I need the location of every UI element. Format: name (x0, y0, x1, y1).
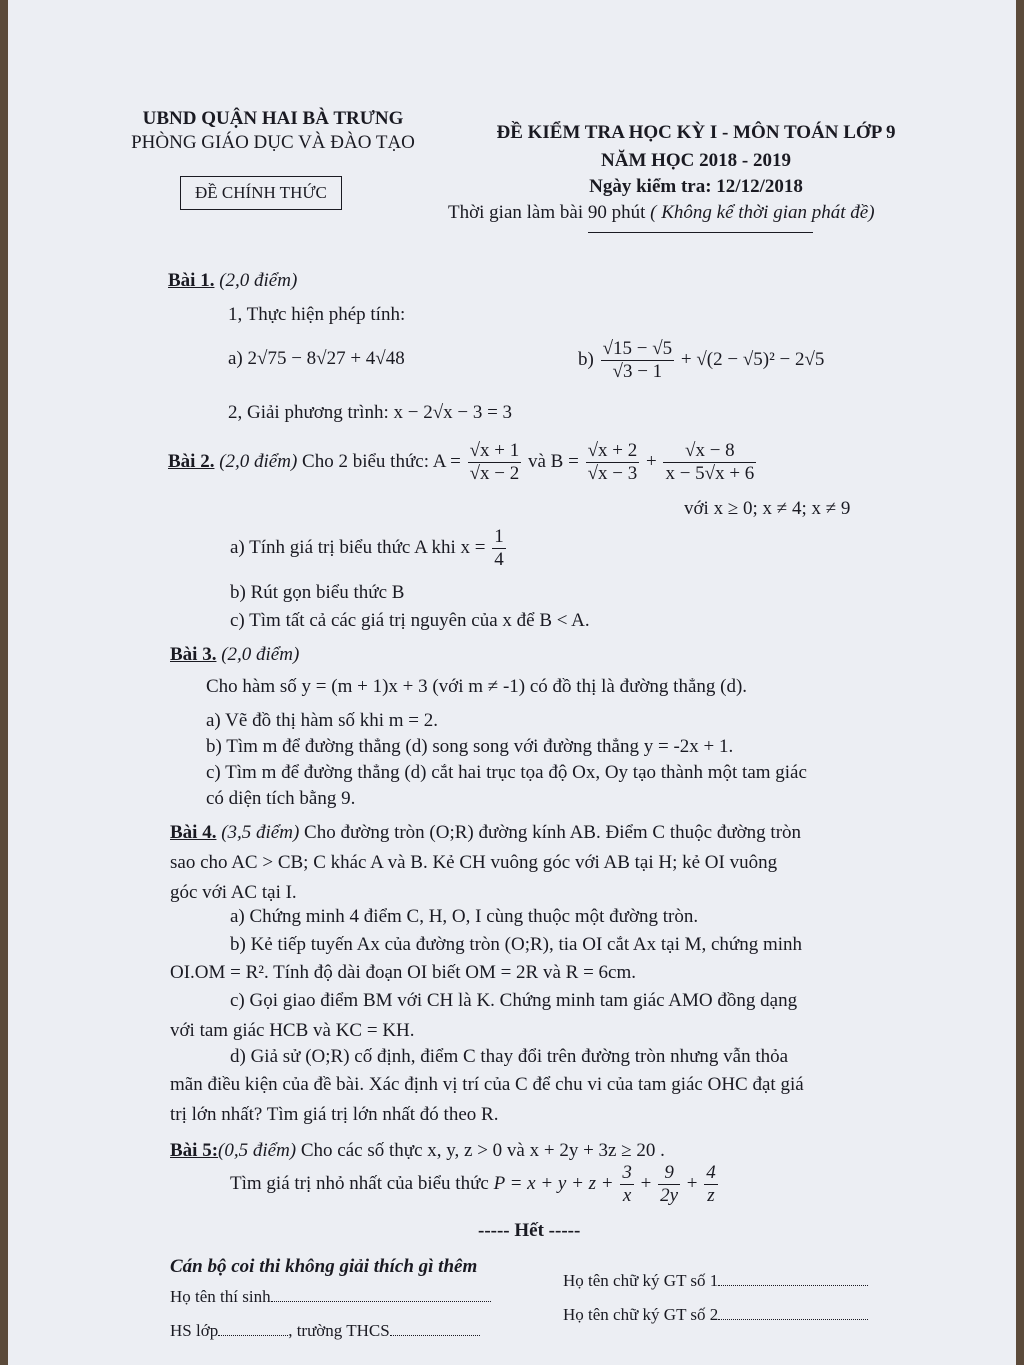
candidate-name-field (170, 1284, 491, 1310)
exam-date: Ngày kiểm tra: 12/12/2018 (589, 176, 803, 197)
bai2-B1-denominator: √x − 3 (587, 463, 638, 484)
bai1-b (578, 338, 824, 383)
class-school-field (170, 1318, 480, 1344)
bai2-condition: với x ≥ 0; x ≠ 4; x ≠ 9 (684, 498, 851, 519)
bai5-heading (170, 1138, 665, 1164)
bai1-b-numerator: √15 − √5 (602, 338, 673, 359)
sig2-label: Họ tên chữ ký GT số 2 (563, 1305, 719, 1324)
bai2-A-fraction (468, 440, 522, 485)
bai1-heading (168, 268, 297, 294)
bai1-part1: 1, Thực hiện phép tính: (228, 304, 406, 325)
bai4-line1-text: Cho đường tròn (O;R) đường kính AB. Điểm C thuộc đường tròn (304, 822, 802, 843)
bai2-B2-denominator: x − 5√x + 6 (665, 463, 755, 484)
bai5-f2 (658, 1162, 680, 1207)
bai2-c: c) Tìm tất cả các giá trị nguyên của x để B < A. (230, 610, 590, 631)
bai2-B2-fraction (663, 440, 756, 485)
bai3-b: b) Tìm m để đường thẳng (d) song song với đường thẳng y = -2x + 1. (206, 736, 734, 757)
bai2-intro: Cho 2 biểu thức: (302, 450, 429, 472)
bai2-heading (168, 440, 758, 485)
bai4-d1: d) Giả sử (O;R) cố định, điểm C thay đổi trên đường tròn nhưng vẫn thỏa (230, 1046, 789, 1067)
bai4-line1 (170, 820, 801, 846)
bai4-d2: mãn điều kiện của đề bài. Xác định vị trí của C để chu vi của tam giác OHC đạt giá (170, 1074, 804, 1095)
bai1-a-expr: 2√75 − 8√27 + 4√48 (247, 348, 405, 369)
bai2-a-text: a) Tính giá trị biểu thức A khi x = (230, 536, 486, 558)
bai4-b1: b) Kẻ tiếp tuyến Ax của đường tròn (O;R), tia OI cắt Ax tại M, chứng minh (230, 934, 803, 955)
bai2-A-denominator: √x − 2 (469, 463, 520, 484)
exam-paper (8, 0, 1016, 1365)
bai1-part2-text: 2, Giải phương trình: (228, 402, 389, 423)
district-name: UBND QUẬN HAI BÀ TRƯNG (142, 108, 404, 129)
school-label: , trường THCS (288, 1321, 390, 1340)
bai4-points: (3,5 điểm) (221, 822, 300, 843)
bai5-intro: Cho các số thực x, y, z > 0 và x + 2y + 3z ≥ 20 . (300, 1140, 665, 1161)
bai1-a-label: a) (228, 348, 243, 369)
bai2-a-denominator: 4 (494, 549, 504, 570)
bai3-points: (2,0 điểm) (221, 644, 300, 665)
bai3-label: Bài 3. (170, 644, 217, 665)
supervisor2-field (563, 1302, 868, 1328)
bai1-b-label: b) (578, 348, 594, 370)
bai5-f1-num: 3 (622, 1162, 632, 1183)
bai2-a-fraction (492, 526, 506, 571)
bai5-f3 (704, 1162, 718, 1207)
bai5-points: (0,5 điểm) (218, 1140, 297, 1161)
bai4-c2: với tam giác HCB và KC = KH. (170, 1020, 415, 1041)
bai5-task (230, 1162, 720, 1207)
class-label: HS lớp (170, 1321, 219, 1340)
bai2-and: và (527, 450, 546, 472)
bai2-A-numerator: √x + 1 (469, 440, 520, 461)
bai2-B-lhs: B = (550, 450, 579, 472)
bai3-c2: có diện tích bằng 9. (206, 788, 356, 809)
exam-duration (448, 200, 875, 226)
bai5-f1 (620, 1162, 634, 1207)
bai1-b-denominator: √3 − 1 (612, 361, 663, 382)
bai1-part2-expr: x − 2√x − 3 = 3 (393, 402, 513, 423)
bai5-label: Bài 5: (170, 1140, 219, 1161)
bai2-a (230, 526, 508, 571)
duration-note: ( Không kể thời gian phát đề) (650, 202, 875, 223)
school-blank (390, 1335, 480, 1336)
bai5-task-text: Tìm giá trị nhỏ nhất của biểu thức (230, 1172, 489, 1194)
bai5-f1-den: x (622, 1185, 632, 1206)
bai2-B2-numerator: √x − 8 (663, 440, 756, 463)
bai5-plus-2: + (686, 1172, 698, 1194)
school-year: NĂM HỌC 2018 - 2019 (601, 150, 791, 171)
department-name: PHÒNG GIÁO DỤC VÀ ĐÀO TẠO (131, 132, 415, 153)
bai2-A-lhs: A = (432, 450, 461, 472)
bai4-a: a) Chứng minh 4 điểm C, H, O, I cùng thuộc một đường tròn. (230, 906, 699, 927)
bai5-f2-num: 9 (658, 1162, 680, 1185)
bai4-line2: sao cho AC > CB; C khác A và B. Kẻ CH vuông góc với AB tại H; kẻ OI vuông (170, 852, 778, 873)
header-underline (588, 232, 813, 233)
bai3-c1: c) Tìm m để đường thẳng (d) cắt hai trục tọa độ Ox, Oy tạo thành một tam giác (206, 762, 807, 783)
sig2-blank (718, 1319, 868, 1320)
candidate-blank (271, 1301, 491, 1302)
bai1-part2 (228, 400, 512, 426)
supervisor1-field (563, 1268, 868, 1294)
exam-title: ĐỀ KIỂM TRA HỌC KỲ I - MÔN TOÁN LỚP 9 (496, 122, 896, 143)
bai3-heading (170, 642, 299, 668)
sig1-label: Họ tên chữ ký GT số 1 (563, 1271, 719, 1290)
bai2-B1-numerator: √x + 2 (587, 440, 638, 461)
bai4-line3: góc với AC tại I. (170, 882, 297, 903)
bai2-plus: + (645, 450, 657, 472)
end-marker: ----- Hết ----- (478, 1220, 581, 1241)
bai2-a-numerator: 1 (494, 526, 504, 547)
bai1-label: Bài 1. (168, 270, 215, 291)
official-badge: ĐỀ CHÍNH THỨC (180, 176, 342, 210)
bai4-d3: trị lớn nhất? Tìm giá trị lớn nhất đó theo R. (170, 1104, 499, 1125)
bai5-f2-den: 2y (660, 1185, 679, 1206)
bai5-P-lhs: P = x + y + z + (493, 1172, 614, 1194)
sig1-blank (718, 1285, 868, 1286)
bai2-label: Bài 2. (168, 450, 215, 472)
bai1-b-fraction (601, 338, 675, 383)
bai4-label: Bài 4. (170, 822, 217, 843)
bai4-b2: OI.OM = R². Tính độ dài đoạn OI biết OM = 2R và R = 6cm. (170, 962, 637, 983)
bai3-a: a) Vẽ đồ thị hàm số khi m = 2. (206, 710, 439, 731)
bai1-b-rest: + √(2 − √5)² − 2√5 (680, 348, 825, 370)
bai5-f3-den: z (707, 1185, 715, 1206)
bai5-f3-num: 4 (706, 1162, 716, 1183)
bai3-intro: Cho hàm số y = (m + 1)x + 3 (với m ≠ -1) có đồ thị là đường thẳng (d). (206, 676, 748, 697)
class-blank (218, 1335, 288, 1336)
bai1-a (228, 346, 405, 372)
bai2-b: b) Rút gọn biểu thức B (230, 582, 405, 603)
bai2-points: (2,0 điểm) (219, 450, 298, 472)
bai5-plus-1: + (640, 1172, 652, 1194)
candidate-label: Họ tên thí sinh (170, 1287, 271, 1306)
duration-text: Thời gian làm bài 90 phút (448, 202, 646, 223)
bai1-points: (2,0 điểm) (219, 270, 298, 291)
bai4-c1: c) Gọi giao điểm BM với CH là K. Chứng minh tam giác AMO đồng dạng (230, 990, 798, 1011)
bai2-B1-fraction (586, 440, 640, 485)
proctor-note: Cán bộ coi thi không giải thích gì thêm (170, 1256, 478, 1277)
